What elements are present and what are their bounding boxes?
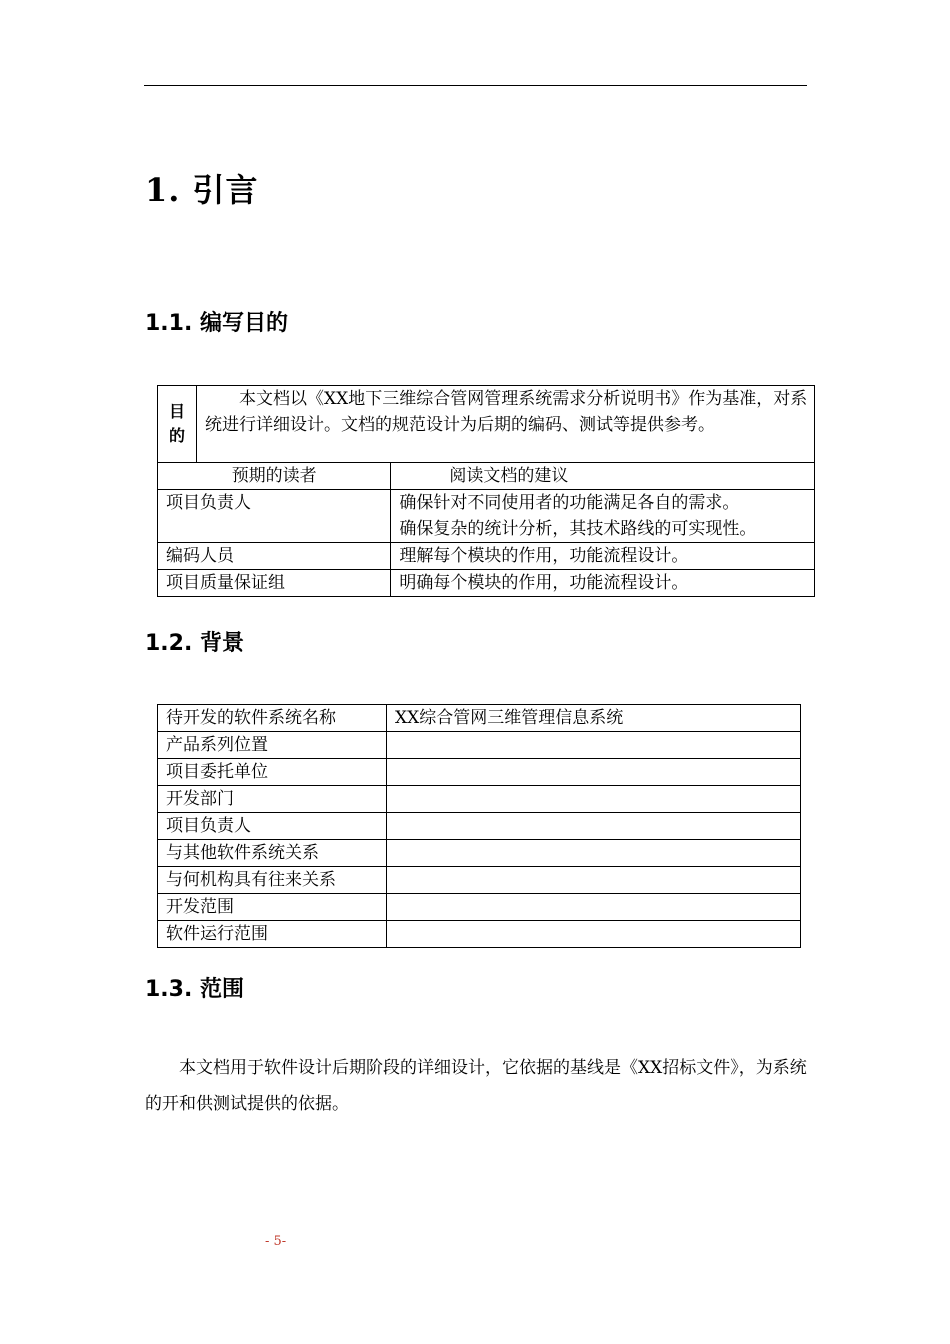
value-cell [387,759,801,786]
value-cell [387,867,801,894]
readers-header-row [158,463,815,490]
key-cell: 项目委托单位 [158,759,387,786]
key-cell: 与何机构具有往来关系 [158,867,387,894]
purpose-text: 本文档以《XX地下三维综合管网管理系统需求分析说明书》作为基准，对系统进行详细设计。文档的规范设计为后期的编码、测试等提供参考。 [197,386,815,463]
advice-cell [391,543,815,570]
key-cell: 待开发的软件系统名称 [158,705,387,732]
value-cell [387,786,801,813]
key-cell: 开发范围 [158,894,387,921]
value-cell [387,840,801,867]
advice-line: 明确每个模块的作用，功能流程设计。 [399,573,689,593]
purpose-row [158,386,815,463]
value-cell: XX综合管网三维管理信息系统 [387,705,801,732]
header-rule [144,85,807,86]
background-table [157,704,801,948]
purpose-label: 目的 [158,386,197,463]
reader-cell: 编码人员 [158,543,391,570]
purpose-table [157,385,815,597]
heading-scope: 1.3. 范围 [145,977,244,1002]
table-row [158,813,801,840]
key-cell: 项目负责人 [158,813,387,840]
advice-line: 理解每个模块的作用，功能流程设计。 [399,546,689,566]
table-row [158,705,801,732]
advice-line: 确保复杂的统计分析，其技术路线的可实现性。 [399,519,757,539]
value-cell [387,921,801,948]
advice-cell [391,570,815,597]
table-row [158,867,801,894]
value-cell [387,813,801,840]
table-row [158,490,815,543]
key-cell: 产品系列位置 [158,732,387,759]
table-row [158,840,801,867]
scope-paragraph: 本文档用于软件设计后期阶段的详细设计，它依据的基线是《XX招标文件》，为系统的开和供测试提供的依据。 [145,1058,807,1114]
table-row [158,543,815,570]
table-row [158,921,801,948]
table-row [158,732,801,759]
value-cell [387,894,801,921]
table-row [158,759,801,786]
reader-cell: 项目负责人 [158,490,391,543]
header-advice: 阅读文档的建议 [391,463,815,490]
advice-cell [391,490,815,543]
table-row [158,894,801,921]
advice-line: 确保针对不同使用者的功能满足各自的需求。 [399,493,740,513]
key-cell: 软件运行范围 [158,921,387,948]
page-number: - 5- [265,1234,287,1249]
heading-background: 1.2. 背景 [145,631,244,656]
reader-cell: 项目质量保证组 [158,570,391,597]
table-row [158,786,801,813]
heading-introduction: 1. 引言 [145,171,259,209]
heading-purpose: 1.1. 编写目的 [145,311,288,336]
table-row [158,570,815,597]
key-cell: 与其他软件系统关系 [158,840,387,867]
value-cell [387,732,801,759]
key-cell: 开发部门 [158,786,387,813]
header-reader: 预期的读者 [158,463,391,490]
